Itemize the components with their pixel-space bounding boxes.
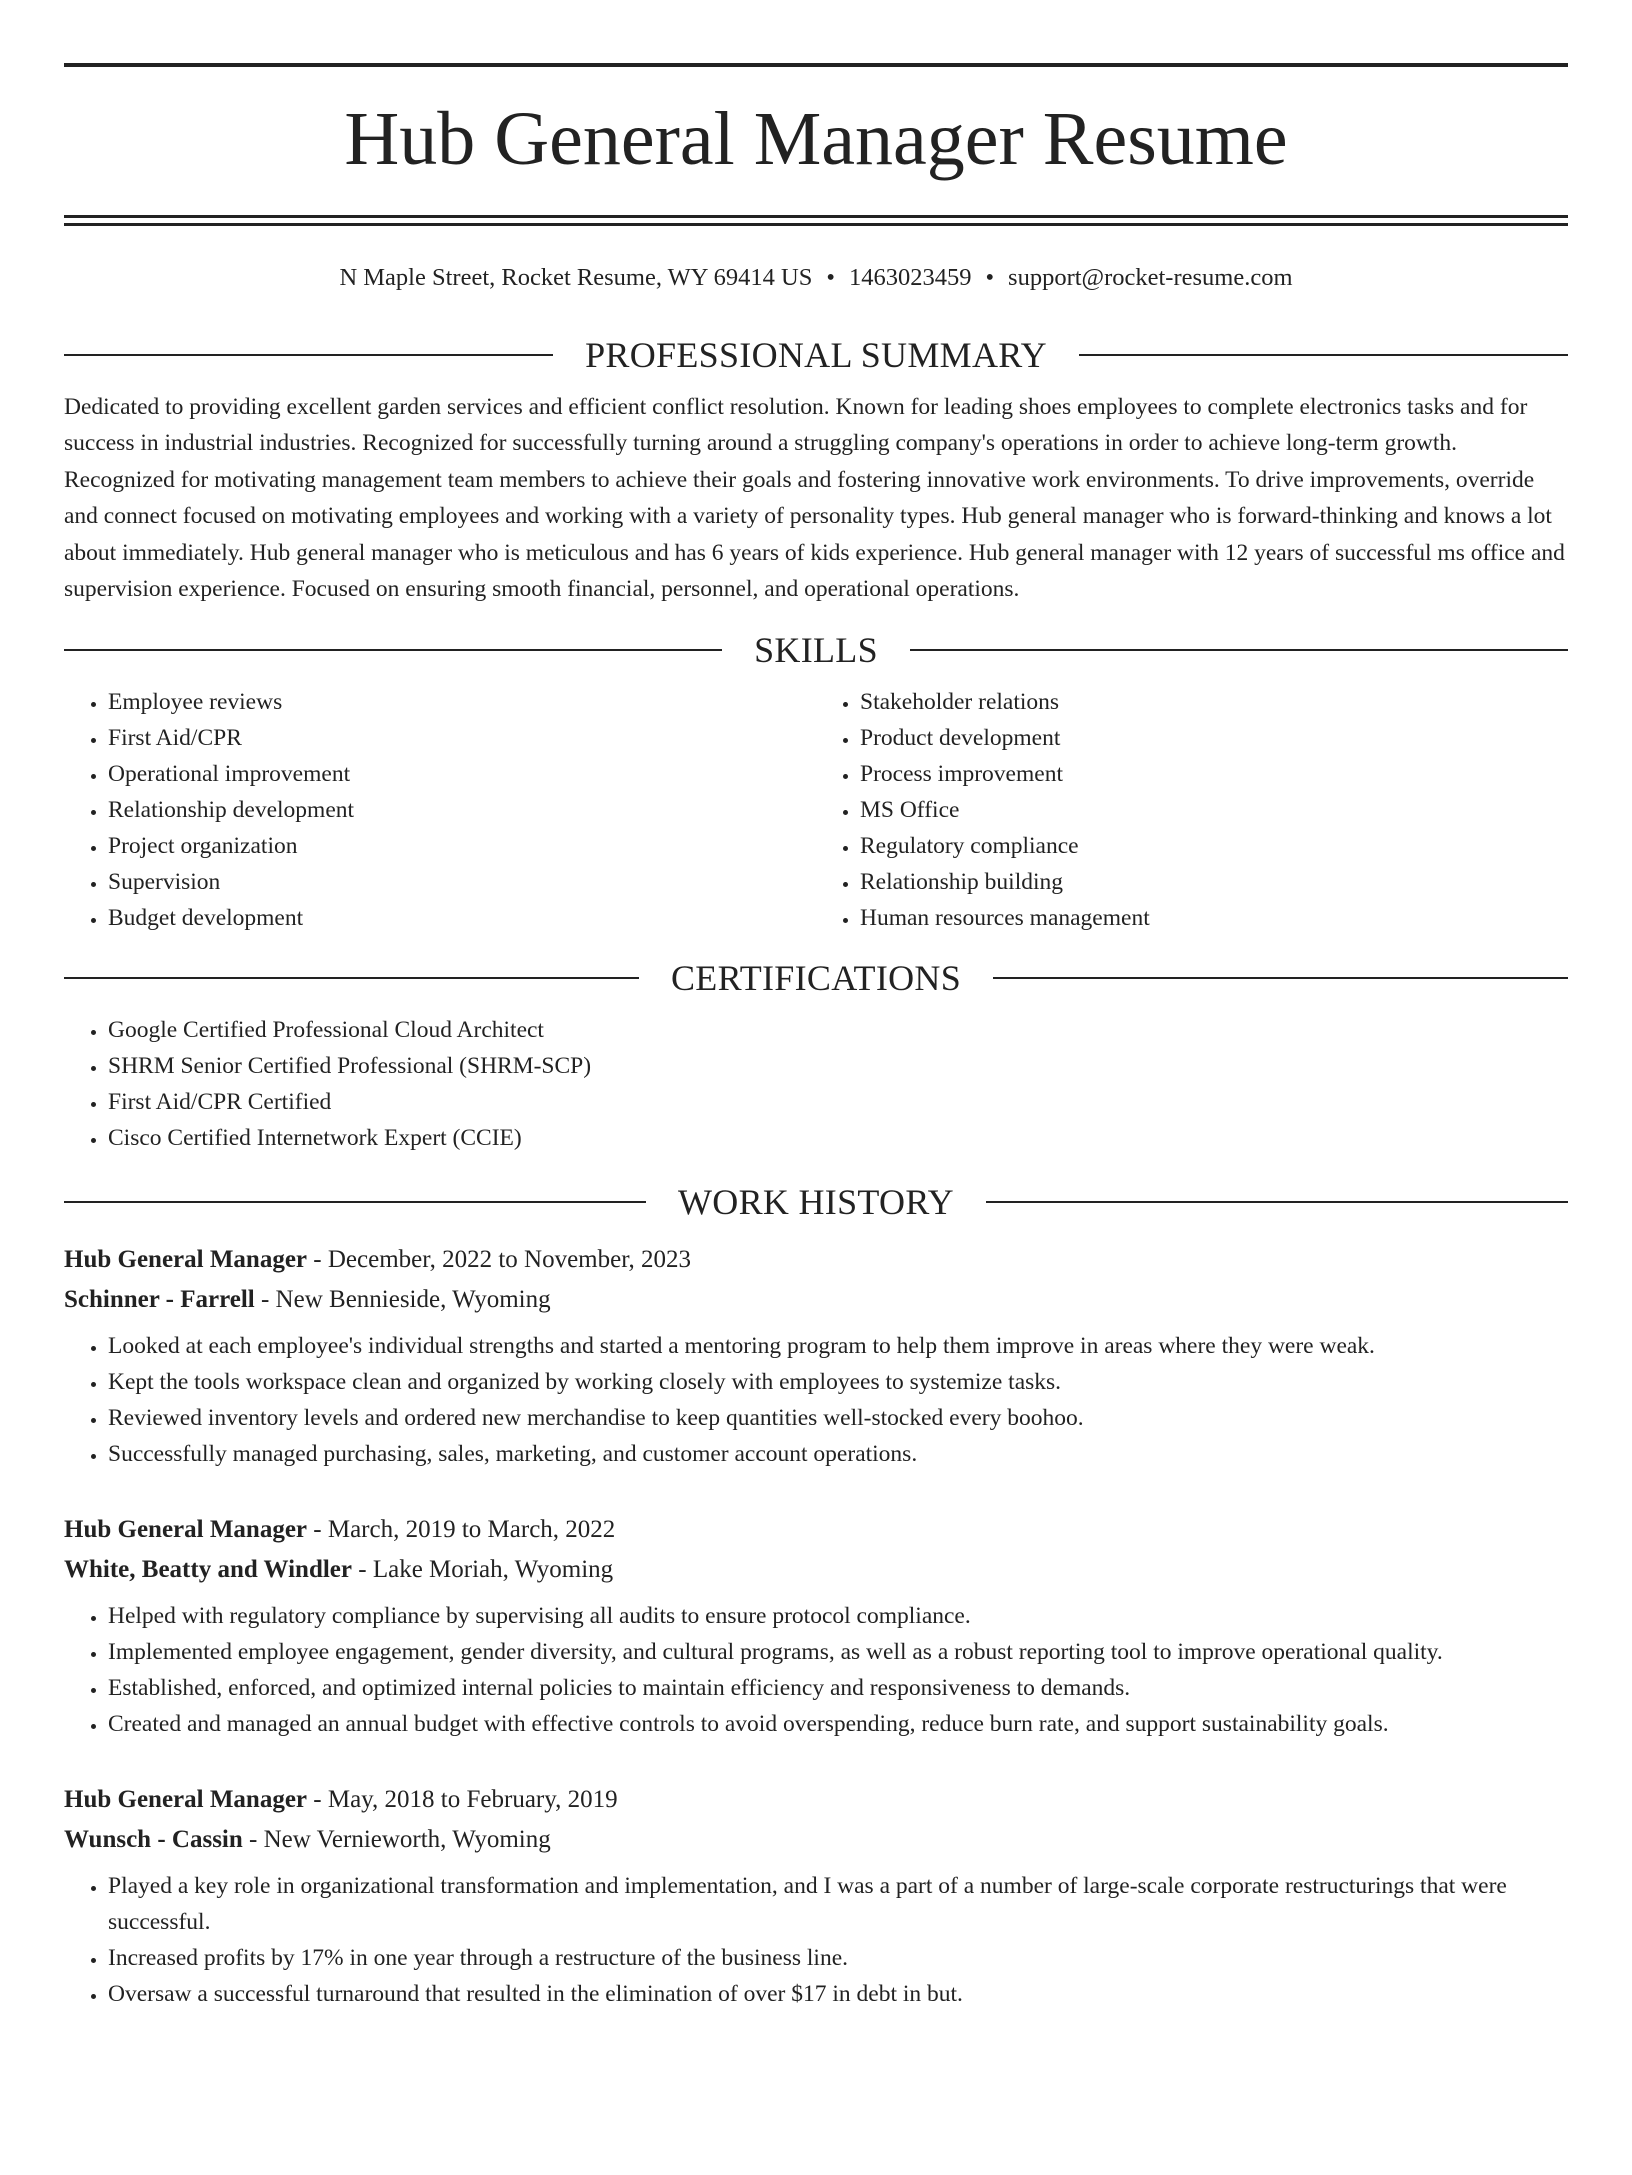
skill-item: • Regulatory compliance [860, 828, 1568, 864]
skills-list-left [64, 684, 816, 936]
section-rule [1079, 354, 1568, 356]
skill-item: • Human resources management [860, 900, 1568, 936]
contact-line [64, 266, 1568, 291]
job-bullet: • Established, enforced, and optimized internal policies to maintain efficiency and responsiveness to demands. [108, 1670, 1568, 1706]
section-header-certifications [64, 958, 1568, 998]
skills-list-right [816, 684, 1568, 936]
certification-item: • First Aid/CPR Certified [108, 1084, 1568, 1120]
skill-item: • Employee reviews [108, 684, 816, 720]
section-rule [986, 1201, 1568, 1203]
skill-item: • Process improvement [860, 756, 1568, 792]
job-bullet: • Looked at each employee's individual strengths and started a mentoring program to help them improve in areas where they were weak. [108, 1328, 1568, 1364]
job-location: - New Bennieside, Wyoming [254, 1285, 551, 1313]
skill-item: • Relationship development [108, 792, 816, 828]
section-title-certifications: CERTIFICATIONS [670, 957, 962, 998]
skill-item: • Product development [860, 720, 1568, 756]
job-location: - New Vernieworth, Wyoming [242, 1825, 551, 1853]
job-title-line [64, 1510, 1568, 1550]
job-company-line [64, 1820, 1568, 1860]
contact-separator: • [826, 264, 835, 291]
contact-email: support@rocket-resume.com [1008, 264, 1293, 291]
resume-page [0, 63, 1632, 2175]
job-bullet: • Helped with regulatory compliance by supervising all audits to ensure protocol compliance. [108, 1598, 1568, 1634]
job-company: Schinner - Farrell [64, 1285, 255, 1313]
page-title: Hub General Manager Resume [344, 97, 1288, 181]
skill-item: • Project organization [108, 828, 816, 864]
certification-item: • Cisco Certified Internetwork Expert (CCIE) [108, 1120, 1568, 1156]
job-company-line [64, 1280, 1568, 1320]
job-title-line [64, 1780, 1568, 1820]
job-bullet: • Increased profits by 17% in one year through a restructure of the business line. [108, 1940, 1568, 1976]
certification-item: • Google Certified Professional Cloud Architect [108, 1012, 1568, 1048]
job-title: Hub General Manager [64, 1515, 308, 1543]
job-entry [64, 1780, 1568, 2012]
section-title-skills: SKILLS [754, 629, 878, 670]
certification-item: • SHRM Senior Certified Professional (SHRM-SCP) [108, 1048, 1568, 1084]
job-bullet: • Successfully managed purchasing, sales, marketing, and customer account operations. [108, 1436, 1568, 1472]
job-bullet: • Played a key role in organizational transformation and implementation, and I was a part of a number of large-scale corporate restructurings that were successful. [108, 1868, 1568, 1940]
title-rule-upper [64, 215, 1568, 218]
job-title: Hub General Manager [64, 1245, 308, 1273]
section-title-summary: PROFESSIONAL SUMMARY [585, 334, 1047, 375]
contact-address: N Maple Street, Rocket Resume, WY 69414 US [339, 264, 813, 291]
contact-phone: 1463023459 [848, 264, 972, 291]
job-entry [64, 1240, 1568, 1472]
summary-paragraph: Dedicated to providing excellent garden services and efficient conflict resolution. Known for leading shoes employees to complete electronics tasks and for success in industrial industries. Recognized for successfully turning around a struggling company's operations in order to achieve long-term growth. Recognized for motivating management team members to achieve their goals and fostering innovative work environments. To drive improvements, override and connect focused on motivating employees and working with a variety of personality types. Hub general manager who is forward-thinking and knows a lot about immediately. Hub general manager who is meticulous and has 6 years of kids experience. Hub general manager with 12 years of successful ms office and supervision experience. Focused on ensuring smooth financial, personnel, and operational operations. [64, 393, 1565, 602]
job-bullet: • Oversaw a successful turnaround that resulted in the elimination of over $17 in debt in but. [108, 1976, 1568, 2012]
certifications-list [64, 1012, 1568, 1156]
section-rule [64, 977, 639, 979]
section-rule [64, 354, 553, 356]
skill-item: • Budget development [108, 900, 816, 936]
skill-item: • MS Office [860, 792, 1568, 828]
section-rule [64, 649, 722, 651]
job-company-line [64, 1550, 1568, 1590]
title-rule-lower [64, 223, 1568, 226]
section-rule [993, 977, 1568, 979]
skill-item: • Operational improvement [108, 756, 816, 792]
section-rule [910, 649, 1568, 651]
skill-item: • Relationship building [860, 864, 1568, 900]
job-bullets [64, 1328, 1568, 1472]
job-dates: - December, 2022 to November, 2023 [307, 1245, 692, 1273]
job-bullet: • Created and managed an annual budget with effective controls to avoid overspending, reduce burn rate, and support sustainability goals. [108, 1706, 1568, 1742]
section-header-skills [64, 630, 1568, 670]
section-header-work-history [64, 1182, 1568, 1222]
top-rule [64, 63, 1568, 67]
contact-separator: • [985, 264, 995, 291]
section-title-work-history: WORK HISTORY [678, 1181, 954, 1222]
skills-columns [64, 684, 1568, 936]
skill-item: • First Aid/CPR [108, 720, 816, 756]
section-header-summary [64, 335, 1568, 375]
job-bullet: • Kept the tools workspace clean and organized by working closely with employees to systemize tasks. [108, 1364, 1568, 1400]
job-location: - Lake Moriah, Wyoming [352, 1555, 614, 1583]
job-bullets [64, 1868, 1568, 2012]
section-rule [64, 1201, 646, 1203]
job-company: Wunsch - Cassin [64, 1825, 243, 1853]
job-entry [64, 1510, 1568, 1742]
job-bullet: • Reviewed inventory levels and ordered new merchandise to keep quantities well-stocked every boohoo. [108, 1400, 1568, 1436]
skill-item: • Stakeholder relations [860, 684, 1568, 720]
job-title: Hub General Manager [64, 1785, 308, 1813]
job-dates: - May, 2018 to February, 2019 [307, 1785, 618, 1813]
job-dates: - March, 2019 to March, 2022 [307, 1515, 616, 1543]
job-bullets [64, 1598, 1568, 1742]
job-bullet: • Implemented employee engagement, gender diversity, and cultural programs, as well as a robust reporting tool to improve operational quality. [108, 1634, 1568, 1670]
job-company: White, Beatty and Windler [64, 1555, 352, 1583]
job-title-line [64, 1240, 1568, 1280]
skill-item: • Supervision [108, 864, 816, 900]
